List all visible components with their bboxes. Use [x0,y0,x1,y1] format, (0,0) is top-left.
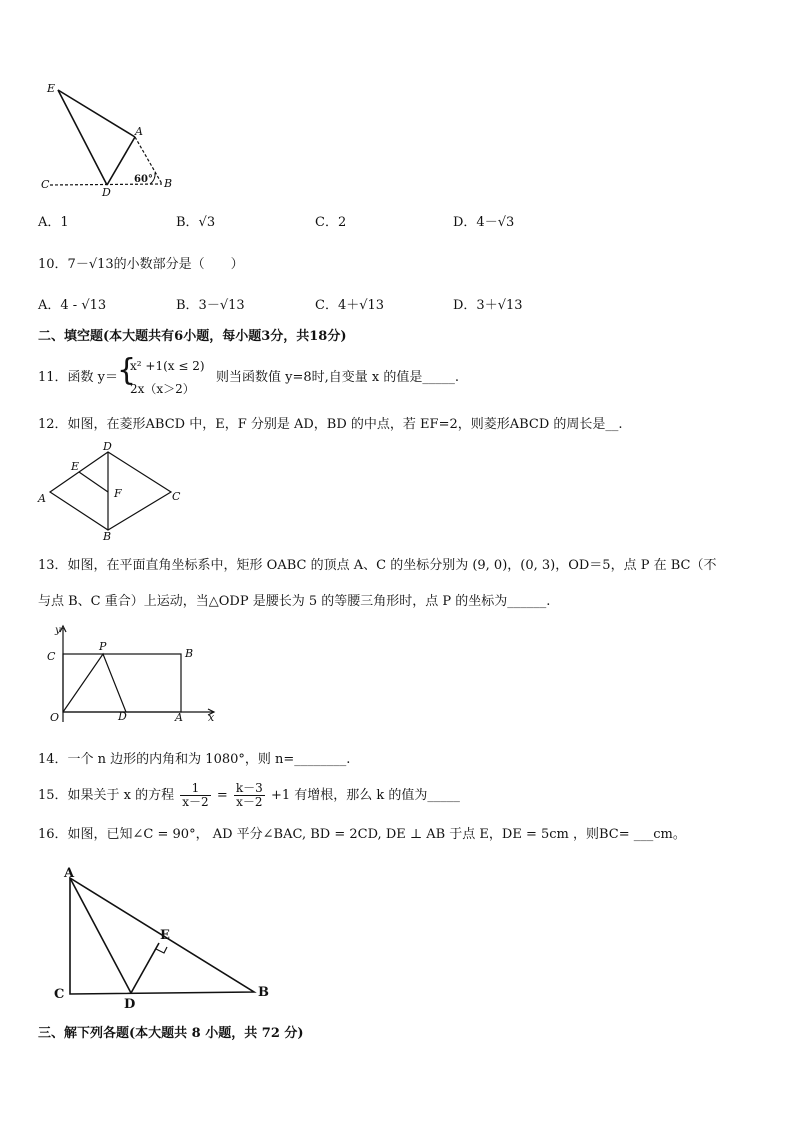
label-b: B [103,530,112,543]
figure-q13 [44,622,229,727]
label-d: D [102,186,111,199]
seg-ad [107,137,135,185]
q15-frac1-den: x－2 [182,795,209,809]
q10-stem: 10．7－√13的小数部分是（ ） [38,257,244,272]
label-a: A [64,866,75,881]
figure-q9 [38,80,188,200]
q15-frac2-num: k－3 [235,781,263,795]
q11-case1: x² +1(x ≤ 2) [130,359,205,373]
q15-fraction-1 [180,782,210,809]
q10-option-a: A．4 - √13 [38,298,107,313]
q15-prefix: 15．如果关于 x 的方程 [38,788,175,803]
q12-stem: 12．如图，在菱形ABCD 中，E，F 分别是 AD，BD 的中点，若 EF=2，则菱形ABCD 的周长是__. [38,417,623,432]
figure-q16 [52,864,282,1012]
label-p: P [99,640,107,653]
label-x: x [208,711,215,724]
q9-option-d: D．4－√3 [453,215,515,230]
q9-option-b: B．√3 [176,215,216,230]
label-d: D [124,997,136,1012]
label-d: D [118,710,127,723]
label-y: y [55,625,61,636]
label-c: C [172,490,181,503]
q15-row [38,776,460,816]
q10-option-b: B．3－√13 [176,298,245,313]
label-a: A [175,711,183,724]
label-o: O [50,711,60,724]
q9-option-a: A．1 [38,215,69,230]
label-a: A [38,492,46,505]
label-d: D [103,440,112,453]
label-b: B [185,647,194,660]
label-a: A [135,125,143,138]
seg-ad [70,878,131,993]
figure-q12 [36,440,196,543]
q15-fraction-2 [234,782,265,809]
label-f: F [114,487,122,500]
label-c: C [41,178,50,191]
triangle-odp [63,654,126,712]
q11-case2: 2x（x＞2） [130,382,195,396]
rhombus-abcd [50,452,171,530]
label-angle: 60° [134,174,153,185]
q13-line2: 与点 B、C 重合）上运动，当△ODP 是腰长为 5 的等腰三角形时，点 P 的坐标为______. [38,594,551,609]
label-e: E [47,82,56,95]
right-angle-mark [156,947,167,953]
q13-line1: 13．如图，在平面直角坐标系中，矩形 OABC 的顶点 A、C 的坐标分别为 (9, 0)，(0, 3)，OD＝5，点 P 在 BC（不 [38,558,717,573]
q16-stem: 16．如图，已知∠C = 90°， AD 平分∠BAC, BD = 2CD, DE ⊥ AB 于点 E，DE = 5cm ，则BC= ___cm。 [38,827,686,842]
label-b: B [164,177,173,190]
seg-de [131,943,159,993]
label-c: C [54,987,65,1002]
q10-option-d: D．3＋√13 [453,298,523,313]
q9-option-c: C．2 [315,215,347,230]
q11-brace: { [117,353,137,388]
section-2-heading: 二、填空题(本大题共有6小题，每小题3分，共18分) [38,329,347,344]
label-e: E [160,928,170,943]
label-c: C [47,650,56,663]
q11-prefix: 11．函数 y＝ [38,370,119,385]
label-b: B [258,985,269,1000]
section-3-heading: 三、解下列各题(本大题共 8 小题，共 72 分) [38,1026,304,1041]
q11-suffix: 则当函数值 y=8时,自变量 x 的值是_____. [216,370,460,385]
seg-ef [79,472,108,492]
label-e: E [71,460,80,473]
q14-stem: 14．一个 n 边形的内角和为 1080°，则 n=________. [38,752,351,767]
q15-equals: = [216,788,228,803]
q15-frac1-num: 1 [180,782,210,796]
q15-suffix: +1 有增根，那么 k 的值为_____ [270,788,460,803]
q10-option-c: C．4＋√13 [315,298,385,313]
q15-frac2-den: x－2 [236,795,263,809]
